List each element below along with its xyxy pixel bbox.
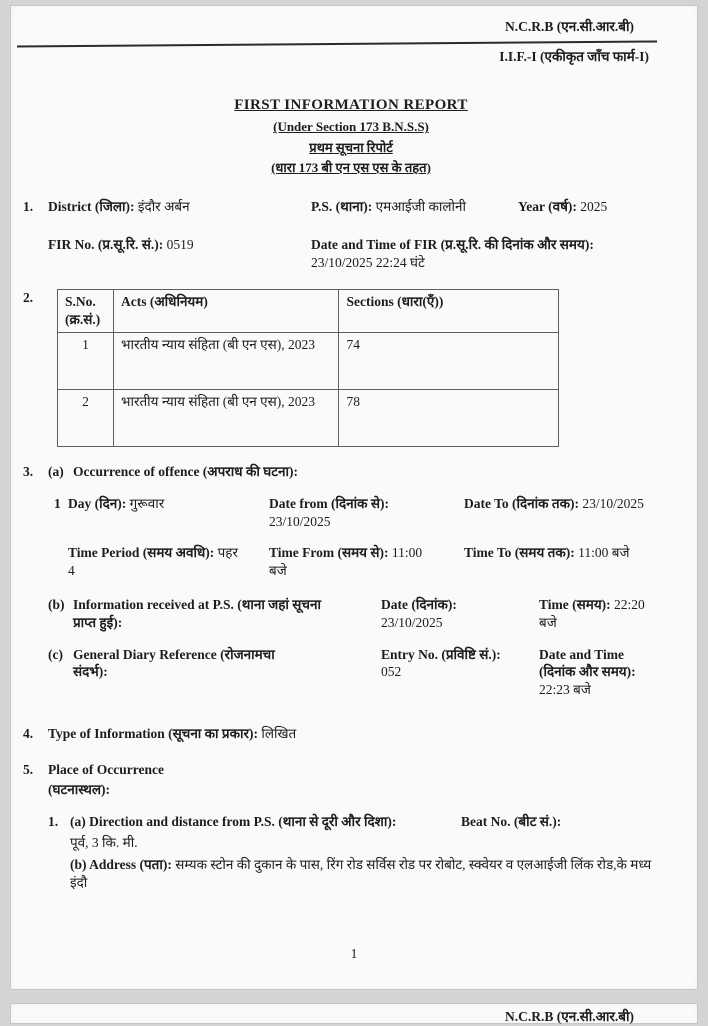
beat-no-label: Beat No. (बीट सं.): <box>461 813 562 829</box>
place-title-hi: (घटनास्थल): <box>48 781 111 797</box>
fir-subtitle-hi: (धारा 173 बी एन एस एस के तहत) <box>271 159 431 175</box>
iif-header: I.I.F.-I (एकीकृत जाँच फार्म-I) <box>499 48 649 64</box>
fir-title-hi: प्रथम सूचना रिपोर्ट <box>309 139 393 155</box>
fir-datetime-label: Date and Time of FIR (प्र.सू.रि. की दिनांक और समय): <box>311 236 594 252</box>
info-type-field <box>48 725 679 743</box>
ncrb-header: N.C.R.B (एन.सी.आर.बी) <box>505 19 634 34</box>
section-3a-row-2 <box>54 544 679 580</box>
section-1-row-2 <box>23 236 679 272</box>
day-value: गुरूवार <box>129 495 165 511</box>
time-period-value: पहर 4 <box>68 545 238 579</box>
info-type-value: लिखित <box>261 726 297 742</box>
district-field <box>48 198 311 216</box>
time-to-label: Time To (समय तक): <box>464 545 575 561</box>
gd-entry-field <box>381 646 539 699</box>
fir-page-1 <box>10 5 698 990</box>
section-5-sub-number: 1. <box>48 813 59 829</box>
page-number: 1 <box>350 946 358 962</box>
info-time-field <box>539 596 679 632</box>
section-4-number: 4. <box>23 726 34 742</box>
section-5-sub <box>48 813 679 892</box>
day-label: Day (दिन): <box>68 495 127 511</box>
spacer <box>23 236 48 272</box>
year-label: Year (वर्ष): <box>518 198 577 214</box>
section-1-row-1 <box>23 198 679 216</box>
row-act: भारतीय न्याय संहिता (बी एन एस), 2023 <box>113 389 339 446</box>
section-1-number: 1. <box>23 198 34 214</box>
gd-entry-label: Entry No. (प्रविष्टि सं.): <box>381 646 501 662</box>
gd-datetime-label: Date and Time (दिनांक और समय): <box>539 646 636 680</box>
info-time-label: Time (समय): <box>539 597 611 613</box>
table-row <box>58 389 559 446</box>
occurrence-row-number: 1 <box>54 495 61 511</box>
info-date-field <box>381 596 539 632</box>
row-sections: 74 <box>339 332 559 389</box>
section-3-number: 3. <box>23 463 34 479</box>
fir-subtitle-en: (Under Section 173 B.N.S.S) <box>273 119 429 135</box>
place-of-occurrence-title <box>48 761 679 799</box>
col-header-acts: Acts (अधिनियम) <box>113 290 339 333</box>
gd-entry-value: 052 <box>381 664 402 680</box>
info-date-value: 23/10/2025 <box>381 614 443 630</box>
ncrb-header-page-2: N.C.R.B (एन.सी.आर.बी) <box>505 1009 634 1024</box>
row-act: भारतीय न्याय संहिता (बी एन एस), 2023 <box>113 332 339 389</box>
section-5-number: 5. <box>23 761 34 777</box>
direction-distance-value: पूर्व, 3 कि. मी. <box>70 835 138 851</box>
place-title-en: Place of Occurrence <box>48 761 164 777</box>
spacer <box>23 596 48 632</box>
acts-table-header-row <box>58 290 559 333</box>
section-2 <box>23 289 679 447</box>
day-field <box>68 495 269 531</box>
date-to-label: Date To (दिनांक तक): <box>464 495 579 511</box>
spacer <box>23 646 48 699</box>
ps-field <box>311 198 518 216</box>
date-from-label: Date from (दिनांक से): <box>269 495 389 511</box>
fir-page-2 <box>10 1003 698 1024</box>
time-from-value: 11:00 बजे <box>269 545 423 579</box>
table-row <box>58 332 559 389</box>
section-5-header <box>23 761 679 799</box>
time-to-field <box>464 544 679 580</box>
row-sno: 2 <box>58 389 114 446</box>
info-time-value: 22:20 बजे <box>539 597 645 630</box>
gd-datetime-field <box>539 646 679 699</box>
section-3a-row-1 <box>54 495 679 531</box>
col-header-sections: Sections (धारा(एँ)) <box>339 290 559 333</box>
col-header-sno: S.No. (क्र.सं.) <box>58 290 114 333</box>
address-field <box>70 856 679 892</box>
section-3c-row <box>23 646 679 699</box>
time-period-label: Time Period (समय अवधि): <box>68 545 215 561</box>
date-from-field <box>269 495 464 531</box>
date-to-value: 23/10/2025 <box>582 495 644 511</box>
year-value: 2025 <box>580 198 608 214</box>
direction-distance-label: (a) Direction and distance from P.S. (थाना से दूरी और दिशा): <box>70 813 397 829</box>
gd-datetime-value: 22:23 बजे <box>539 682 591 698</box>
address-value: सम्यक स्टोन की दुकान के पास, रिंग रोड सर्विस रोड पर रोबोट, स्क्वेयर व एलआईजी लिंक रोड,के मध्य इंदौ <box>70 857 652 890</box>
section-3b-row <box>23 596 679 632</box>
acts-table-wrap <box>48 289 679 447</box>
ps-label: P.S. (थाना): <box>311 198 373 214</box>
fir-no-label: FIR No. (प्र.सू.रि. सं.): <box>48 236 164 252</box>
fir-no-value: 0519 <box>166 236 194 252</box>
date-from-value: 23/10/2025 <box>269 513 331 529</box>
info-received-title: Information received at P.S. (थाना जहां सूचना प्राप्त हुई): <box>73 597 321 630</box>
section-3a-letter: (a) <box>48 463 64 479</box>
ps-value: एमआईजी कालोनी <box>375 198 466 214</box>
row-sno: 1 <box>58 332 114 389</box>
occurrence-title: Occurrence of offence (अपराध की घटना): <box>73 463 298 479</box>
info-date-label: Date (दिनांक): <box>381 597 457 613</box>
section-5-sub-content <box>70 813 679 892</box>
district-label: District (जिला): <box>48 198 135 214</box>
fir-no-field <box>48 236 311 272</box>
fir-title-en: FIRST INFORMATION REPORT <box>234 96 468 113</box>
section-3c-letter: (c) <box>48 646 63 662</box>
gd-reference-title: General Diary Reference (रोजनामचा संदर्भ): <box>73 646 275 680</box>
year-field <box>518 198 679 216</box>
address-label: (b) Address (पता): <box>70 857 172 873</box>
time-period-field <box>68 544 269 580</box>
direction-distance-row <box>70 813 679 831</box>
fir-datetime-field <box>311 236 679 272</box>
time-from-label: Time From (समय से): <box>269 545 389 561</box>
time-from-field <box>269 544 464 580</box>
row-sections: 78 <box>339 389 559 446</box>
spacer <box>54 544 68 580</box>
section-2-number: 2. <box>23 290 34 306</box>
date-to-field <box>464 495 679 531</box>
district-value: इंदौर अर्बन <box>137 198 190 214</box>
header-divider <box>17 40 657 47</box>
acts-table <box>57 289 559 447</box>
section-3b-letter: (b) <box>48 597 65 613</box>
fir-title-block <box>23 96 679 176</box>
info-type-label: Type of Information (सूचना का प्रकार): <box>48 726 258 742</box>
fir-datetime-value: 23/10/2025 22:24 घंटे <box>311 254 425 270</box>
section-3a-header <box>23 463 679 481</box>
section-4 <box>23 725 679 743</box>
time-to-value: 11:00 बजे <box>578 545 630 561</box>
